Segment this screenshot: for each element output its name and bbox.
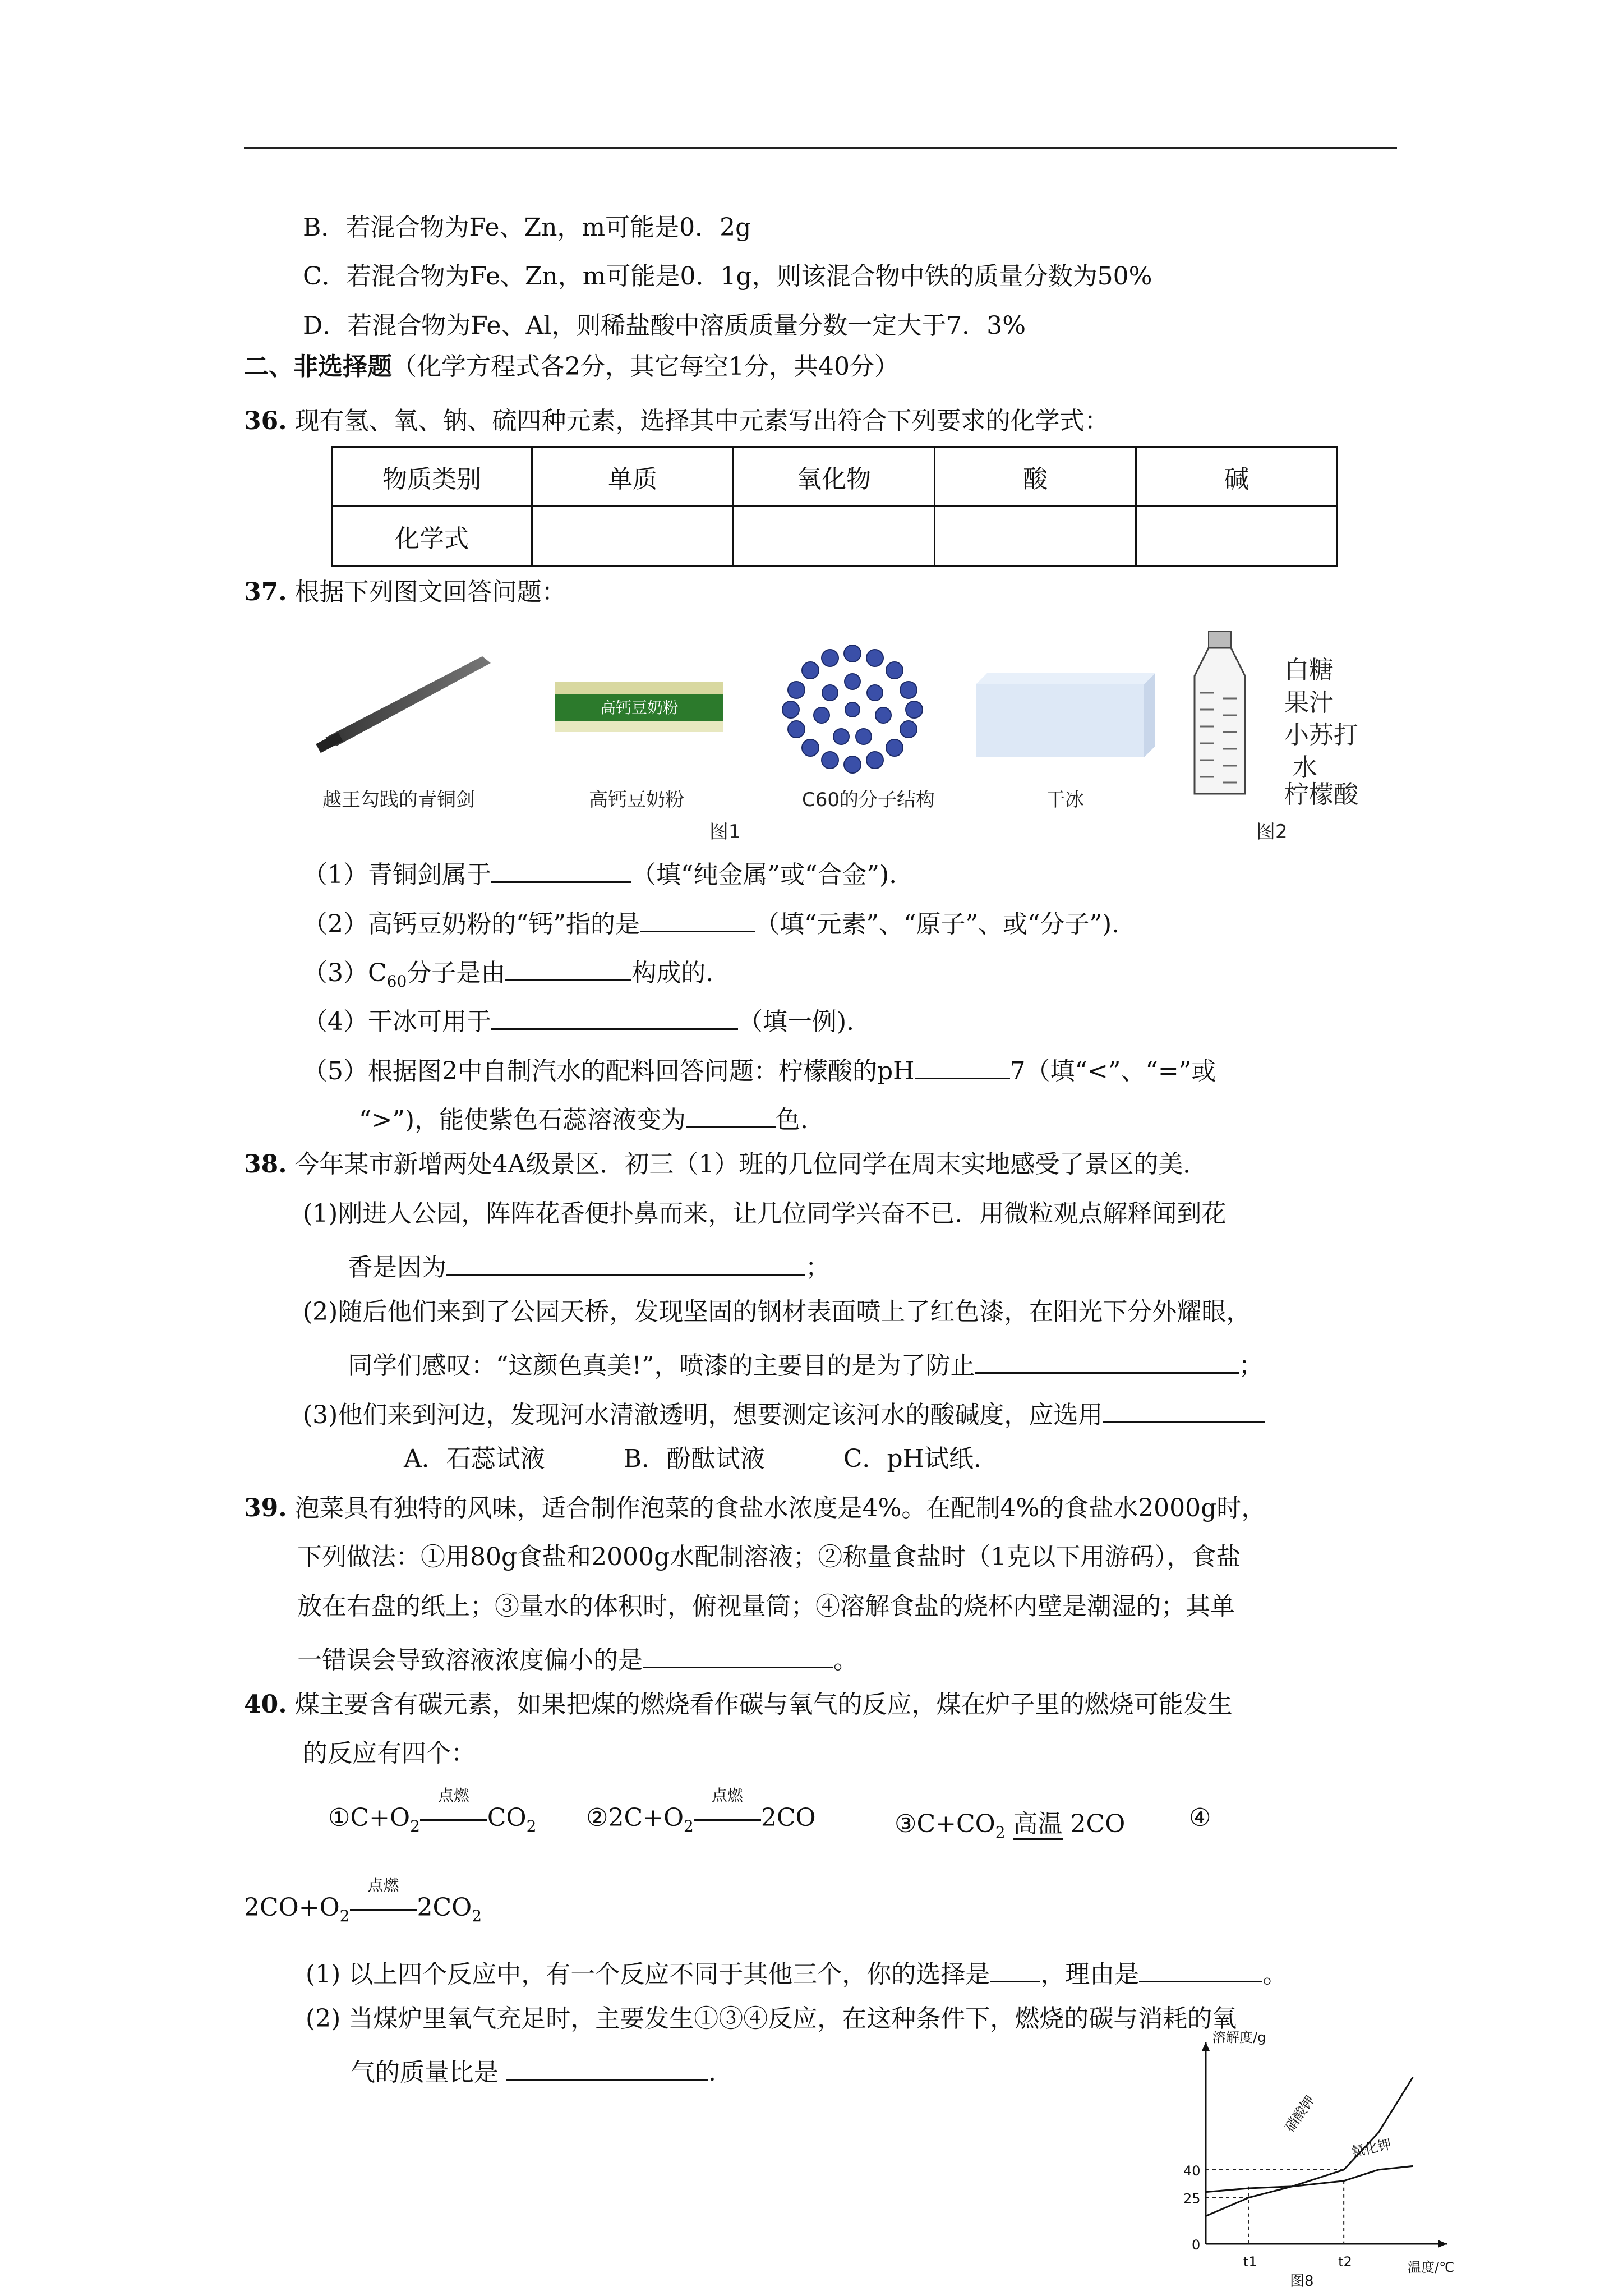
q37-2-suffix: （填“元素”、“原子”、或“分子”).	[754, 910, 1120, 938]
equation-4-marker: ④	[1189, 1803, 1211, 1832]
soda-bottle-image	[1183, 631, 1256, 799]
q37-4-prefix: （4）干冰可用于	[303, 1007, 491, 1036]
q36-table	[331, 446, 1338, 567]
q37-item-5	[303, 1052, 1216, 1087]
q39-line-2: 下列做法：①用80g食盐和2000g水配制溶液；②称量食盐时（1克以下用游码），食盐	[297, 1543, 1241, 1571]
eq-products: 2CO	[760, 1803, 816, 1832]
condition-label: 点燃	[367, 1876, 399, 1894]
q40-1-suffix: 。	[1262, 1960, 1288, 1989]
eq-reactants: ①C+O	[328, 1803, 411, 1832]
q39-suffix: 。	[833, 1646, 858, 1674]
table-header: 酸	[935, 447, 1136, 507]
answer-blank[interactable]	[446, 1248, 805, 1276]
figure1-label: 图1	[709, 821, 741, 843]
section-title: 二、非选择题	[244, 352, 392, 381]
table-row	[332, 447, 1338, 507]
powder-pack-text: 高钙豆奶粉	[600, 698, 679, 717]
q37-2-prefix: （2）高钙豆奶粉的“钙”指的是	[303, 910, 640, 938]
subscript: 2	[472, 1906, 482, 1925]
answer-blank[interactable]	[686, 1101, 776, 1128]
option-b: B．若混合物为Fe、Zn，m可能是0．2g	[303, 213, 751, 242]
row-label: 化学式	[332, 507, 532, 566]
q39-line-3: 放在右盘的纸上；③量水的体积时，俯视量筒；④溶解食盐的烧杯内壁是潮湿的；其单	[297, 1592, 1235, 1621]
eq-products: CO	[487, 1803, 527, 1832]
q38-options: A．石蕊试液 B．酚酞试液 C．pH试纸．	[404, 1444, 999, 1473]
q37-number: 37.	[244, 578, 287, 606]
q40-line-2: 的反应有四个：	[303, 1739, 476, 1768]
q37-5-mid: 7（填“<”、“=”或	[1009, 1057, 1216, 1085]
c60-molecule-image	[771, 637, 934, 777]
bottle-label: 柠檬酸	[1284, 780, 1358, 809]
equation-2	[586, 1786, 816, 1835]
series-label-kcl: 氯化钾	[1349, 2136, 1393, 2160]
subscript: 2	[410, 1816, 420, 1835]
bottle-label: 果汁	[1284, 688, 1334, 717]
eq-products: 2CO	[1070, 1810, 1126, 1838]
q38-p2-cont	[348, 1346, 1264, 1381]
q38-p1-cont	[348, 1248, 830, 1283]
y-tick-label: 40	[1183, 2163, 1201, 2179]
q37-item-3	[303, 954, 713, 991]
soy-milk-powder-image	[555, 682, 723, 732]
y-tick-label: 25	[1183, 2191, 1201, 2207]
answer-blank[interactable]	[505, 954, 631, 981]
q37-item-1	[303, 855, 897, 890]
q38-p1-suffix: ；	[805, 1253, 830, 1282]
caption-c60: C60的分子结构	[802, 789, 935, 811]
bronze-sword-image	[314, 645, 505, 757]
eq-reactants: 2CO+O	[244, 1893, 340, 1922]
condition-label: 高温	[1013, 1810, 1063, 1840]
bottle-label: 白糖	[1284, 656, 1334, 684]
answer-cell[interactable]	[1136, 507, 1338, 566]
q38-p3-prefix: (3)他们来到河边，发现河水清澈透明，想要测定该河水的酸碱度，应选用	[303, 1401, 1103, 1429]
answer-blank[interactable]	[506, 2053, 708, 2081]
q40-sub-2-cont	[351, 2053, 716, 2088]
condition-label: 点燃	[711, 1786, 743, 1805]
q37-text	[244, 578, 566, 608]
q40-sub-2: (2) 当煤炉里氧气充足时，主要发生①③④反应，在这种条件下，燃烧的碳与消耗的氧	[306, 2004, 1237, 2033]
q37-3-prefix: （3）C	[303, 959, 387, 987]
eq-reactants: ②2C+O	[586, 1803, 684, 1832]
q40-number: 40.	[244, 1690, 287, 1719]
q40-2-prefix: 气的质量比是	[351, 2058, 499, 2087]
answer-blank[interactable]	[1103, 1396, 1265, 1423]
q37-prompt: 根据下列图文回答问题：	[294, 578, 566, 606]
answer-blank[interactable]	[990, 1955, 1040, 1982]
q38-p1: (1)刚进人公园，阵阵花香便扑鼻而来，让几位同学兴奋不已．用微粒观点解释闻到花	[303, 1199, 1227, 1228]
q38-prompt: 今年某市新增两处4A级景区．初三（1）班的几位同学在周末实地感受了景区的美．	[294, 1150, 1208, 1179]
q40-1-prefix: (1) 以上四个反应中，有一个反应不同于其他三个，你的选择是	[306, 1960, 990, 1989]
y-tick-label: 0	[1192, 2237, 1201, 2253]
bottle-label: 水	[1293, 753, 1317, 782]
section-heading	[244, 352, 899, 382]
q38-p1-prefix: 香是因为	[348, 1253, 446, 1282]
table-header: 物质类别	[332, 447, 532, 507]
section-note: （化学方程式各2分，其它每空1分，共40分）	[392, 352, 899, 381]
series-label-kno3: 硝酸钾	[1281, 2092, 1318, 2135]
q40-sub-1	[306, 1955, 1287, 1990]
q40-2-suffix: .	[708, 2058, 716, 2087]
answer-cell[interactable]	[935, 507, 1136, 566]
q39-number: 39.	[244, 1494, 287, 1522]
subscript: 2	[339, 1906, 350, 1925]
condition-label: 点燃	[437, 1786, 469, 1805]
q37-1-prefix: （1）青铜剑属于	[303, 861, 491, 889]
answer-blank[interactable]	[915, 1052, 1010, 1079]
answer-cell[interactable]	[734, 507, 935, 566]
q38-p2-prefix: 同学们感叹：“这颜色真美!”，喷漆的主要目的是为了防止	[348, 1351, 975, 1380]
y-axis-arrow	[1202, 2042, 1210, 2051]
q37-item-4	[303, 1002, 854, 1037]
q37-item-2	[303, 905, 1119, 940]
q40-line-1	[244, 1690, 1233, 1720]
q36-number: 36.	[244, 407, 287, 435]
q37-3-mid: 分子是由	[407, 959, 506, 987]
q39-line-1	[244, 1494, 1266, 1524]
q37-5-cont: “>”)，能使紫色石蕊溶液变为	[359, 1106, 686, 1134]
q37-3-suffix: 构成的.	[631, 959, 714, 987]
x-tick-label: t1	[1243, 2254, 1257, 2270]
q39-prefix: 一错误会导致溶液浓度偏小的是	[297, 1646, 643, 1674]
answer-blank[interactable]	[975, 1346, 1239, 1374]
table-header: 单质	[532, 447, 734, 507]
option-c: C．若混合物为Fe、Zn，m可能是0．1g，则该混合物中铁的质量分数为50%	[303, 262, 1152, 291]
caption-sword: 越王勾践的青铜剑	[322, 789, 475, 811]
q38-p3	[303, 1396, 1265, 1430]
answer-blank[interactable]	[1139, 1955, 1262, 1982]
q40-1-mid: ，理由是	[1040, 1960, 1140, 1989]
answer-blank[interactable]	[491, 1002, 738, 1030]
answer-blank[interactable]	[643, 1641, 833, 1668]
answer-blank[interactable]	[640, 905, 755, 932]
table-row	[332, 507, 1338, 566]
equation-1	[328, 1786, 537, 1835]
q37-4-suffix: （填一例).	[738, 1007, 855, 1036]
chart-title: 图8	[1290, 2273, 1314, 2289]
q36-text	[244, 407, 1109, 436]
q38-p2-suffix: ；	[1238, 1351, 1264, 1380]
eq-products: 2CO	[417, 1893, 472, 1922]
subscript: 2	[526, 1816, 537, 1835]
figure2-label: 图2	[1256, 821, 1288, 843]
x-axis-arrow	[1438, 2240, 1447, 2248]
q38-number: 38.	[244, 1150, 287, 1179]
solubility-chart	[1172, 2019, 1475, 2289]
y-axis-label: 溶解度/g	[1212, 2030, 1266, 2045]
q37-5-prefix: （5）根据图2中自制汽水的配料回答问题：柠檬酸的pH	[303, 1057, 915, 1085]
answer-blank[interactable]	[491, 855, 631, 883]
q37-5-suffix: 色.	[776, 1106, 809, 1134]
c60-subscript: 60	[386, 972, 407, 991]
caption-dry-ice: 干冰	[1046, 789, 1084, 811]
q38-p2: (2)随后他们来到了公园天桥，发现坚固的钢材表面喷上了红色漆，在阳光下分外耀眼，	[303, 1297, 1251, 1326]
q36-prompt: 现有氢、氧、钠、硫四种元素，选择其中元素写出符合下列要求的化学式：	[294, 407, 1109, 435]
x-tick-label: t2	[1338, 2254, 1352, 2270]
x-axis-label: 温度/℃	[1408, 2260, 1455, 2275]
q37-1-suffix: （填“纯金属”或“合金”).	[631, 861, 897, 889]
reaction-arrow	[694, 1819, 761, 1821]
option-d: D．若混合物为Fe、Al，则稀盐酸中溶质质量分数一定大于7．3%	[303, 311, 1026, 340]
table-header: 碱	[1136, 447, 1338, 507]
caption-powder: 高钙豆奶粉	[589, 789, 684, 811]
q38-text	[244, 1150, 1207, 1180]
table-header: 氧化物	[734, 447, 935, 507]
dry-ice-image	[976, 673, 1155, 757]
answer-cell[interactable]	[532, 507, 734, 566]
eq-reactants: ③C+CO	[895, 1810, 995, 1838]
reaction-arrow	[350, 1908, 417, 1911]
reaction-arrow	[420, 1819, 487, 1821]
q39-text: 泡菜具有独特的风味，适合制作泡菜的食盐水浓度是4%。在配制4%的食盐水2000g时，	[294, 1494, 1266, 1522]
subscript: 2	[684, 1816, 694, 1835]
q37-item-5-cont	[359, 1101, 808, 1135]
bottle-label: 小苏打	[1284, 721, 1358, 749]
equation-4	[244, 1876, 482, 1925]
equation-3	[895, 1803, 1125, 1842]
q40-text: 煤主要含有碳元素，如果把煤的燃烧看作碳与氧气的反应，煤在炉子里的燃烧可能发生	[294, 1690, 1233, 1719]
header-rule	[244, 147, 1397, 149]
subscript: 2	[995, 1823, 1006, 1842]
q39-line-4	[297, 1641, 858, 1676]
